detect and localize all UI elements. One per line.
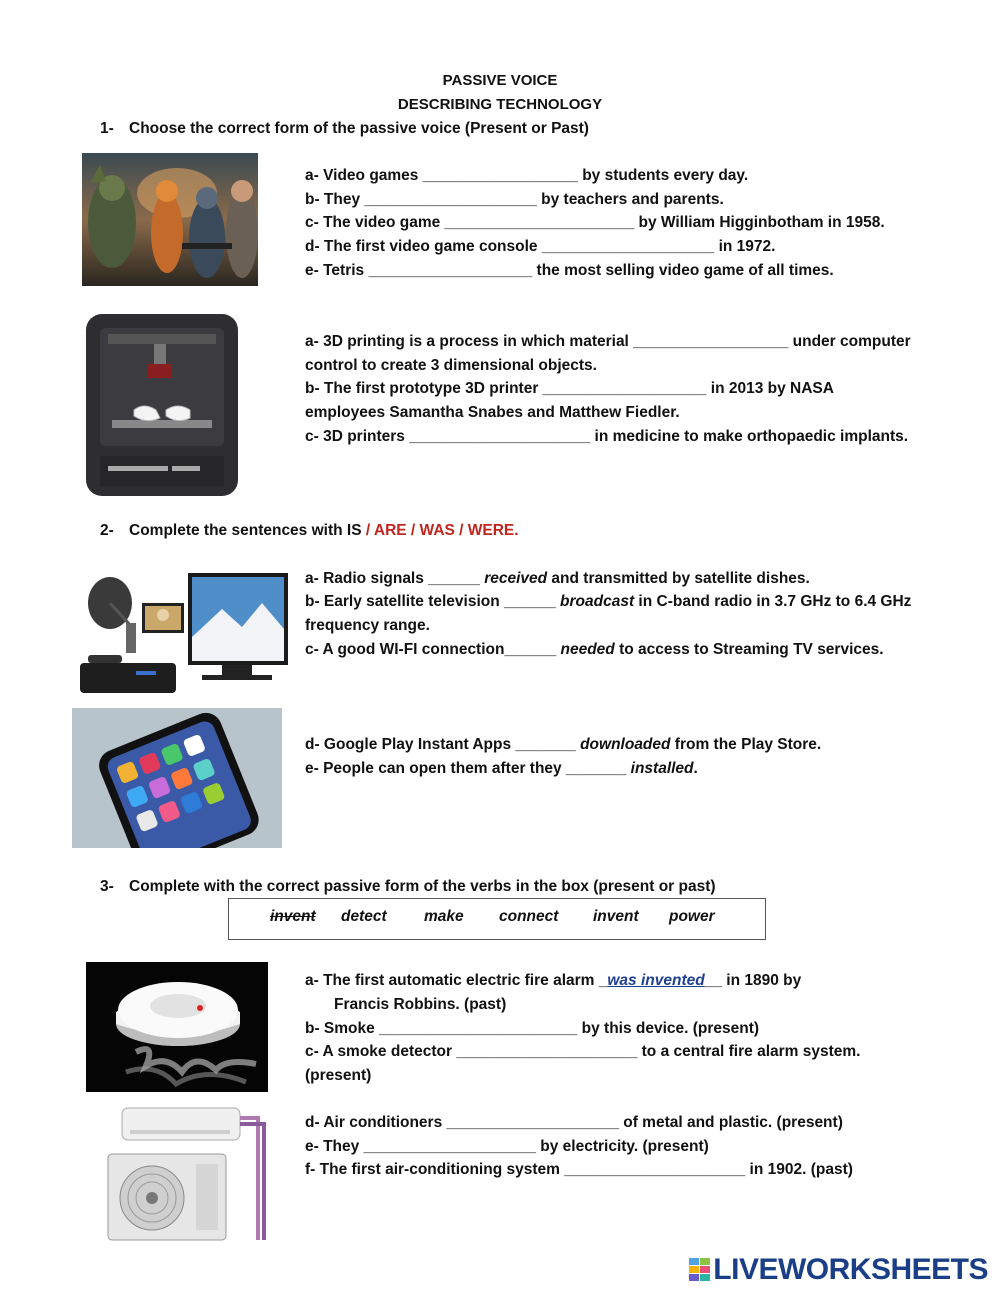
verb-options: / ARE / WAS / WERE.: [365, 522, 519, 539]
s3-question-c-cont: (present): [305, 1067, 372, 1084]
verb-option: power: [669, 908, 715, 925]
s1-question-b: b- They ____________________ by teachers and parents.: [305, 191, 724, 208]
section-number: 3-: [100, 878, 114, 895]
question-tail: and transmitted by satellite dishes.: [547, 570, 810, 587]
s1-question-d: d- The first video game console ____________________ in 1972.: [305, 238, 776, 255]
question-tail: to access to Streaming TV services.: [614, 641, 884, 658]
logo-blocks-icon: [689, 1256, 711, 1280]
question-tail: __ in 1890 by: [704, 972, 802, 989]
section-number: 2-: [100, 522, 114, 539]
video-game-characters-image: [82, 153, 258, 286]
s1-question-a: a- Video games __________________ by students every day.: [305, 167, 749, 184]
s3-question-d: d- Air conditioners ____________________ of metal and plastic. (present): [305, 1114, 843, 1131]
s3-question-f: f- The first air-conditioning system _____________________ in 1902. (past): [305, 1161, 853, 1178]
section-instruction: Complete the sentences with IS: [129, 522, 366, 539]
s1-printer-question-a-cont: control to create 3 dimensional objects.: [305, 357, 597, 374]
question-stem: a- The first automatic electric fire alarm _: [305, 972, 608, 989]
verb-option: connect: [499, 908, 559, 925]
s3-question-e: e- They ____________________ by electricity. (present): [305, 1138, 709, 1155]
section-3-heading: [100, 878, 716, 896]
question-stem: a- Radio signals ______: [305, 570, 485, 587]
smartphone-image: [72, 708, 282, 848]
s2-question-e: [305, 757, 698, 781]
section-1-heading: [100, 120, 589, 138]
s3-question-a: [305, 969, 801, 993]
liveworksheets-logo[interactable]: [689, 1253, 988, 1287]
question-verb: needed: [560, 641, 615, 658]
s1-printer-question-c: c- 3D printers _____________________ in medicine to make orthopaedic implants.: [305, 428, 909, 445]
question-stem: d- Google Play Instant Apps _______: [305, 736, 581, 753]
verb-option: make: [424, 908, 464, 925]
air-conditioner-image: [100, 1104, 270, 1246]
s2-question-a: [305, 567, 810, 591]
s1-printer-question-b: b- The first prototype 3D printer ___________________ in 2013 by NASA: [305, 380, 834, 397]
s3-question-a-cont: Francis Robbins. (past): [334, 996, 507, 1013]
section-number: 1-: [100, 120, 114, 137]
section-instruction: Choose the correct form of the passive voice (Present or Past): [129, 120, 589, 137]
question-tail: from the Play Store.: [670, 736, 822, 753]
section-instruction: Complete with the correct passive form of the verbs in the box (present or past): [129, 878, 716, 895]
question-verb: downloaded: [580, 736, 671, 753]
question-stem: b- Early satellite television ______: [305, 593, 561, 610]
section-2-heading: [100, 522, 519, 540]
verb-option: invent: [593, 908, 639, 925]
smoke-detector-image: [86, 962, 268, 1092]
question-tail: in C-band radio in 3.7 GHz to 6.4 GHz: [634, 593, 912, 610]
satellite-tv-image: [72, 563, 290, 703]
s2-question-b-cont: frequency range.: [305, 617, 430, 634]
s1-printer-question-b-cont: employees Samantha Snabes and Matthew Fiedler.: [305, 404, 680, 421]
worksheet-title: PASSIVE VOICE: [442, 72, 558, 89]
worksheet-subtitle: DESCRIBING TECHNOLOGY: [397, 96, 603, 113]
question-verb: installed: [630, 760, 694, 777]
question-verb: received: [484, 570, 548, 587]
question-tail: .: [693, 760, 698, 777]
s3-question-b: b- Smoke _______________________ by this device. (present): [305, 1020, 760, 1037]
verb-option: detect: [341, 908, 387, 925]
s1-question-c: c- The video game ______________________ by William Higginbotham in 1958.: [305, 214, 885, 231]
3d-printer-image: [82, 310, 242, 500]
s3-question-c: c- A smoke detector _____________________ to a central fire alarm system.: [305, 1043, 861, 1060]
s2-question-d: [305, 733, 821, 757]
question-stem: c- A good WI-FI connection______: [305, 641, 561, 658]
s2-question-b: [305, 590, 911, 614]
verb-box: [228, 898, 766, 940]
question-stem: e- People can open them after they _______: [305, 760, 631, 777]
s2-question-c: [305, 638, 884, 662]
answer-example: was invented: [607, 972, 705, 989]
s1-printer-question-a: a- 3D printing is a process in which material __________________ under computer: [305, 333, 911, 350]
verb-used: invent: [270, 908, 316, 925]
question-verb: broadcast: [560, 593, 635, 610]
s1-question-e: e- Tetris ___________________ the most selling video game of all times.: [305, 262, 834, 279]
logo-text: LIVEWORKSHEETS: [713, 1253, 988, 1286]
